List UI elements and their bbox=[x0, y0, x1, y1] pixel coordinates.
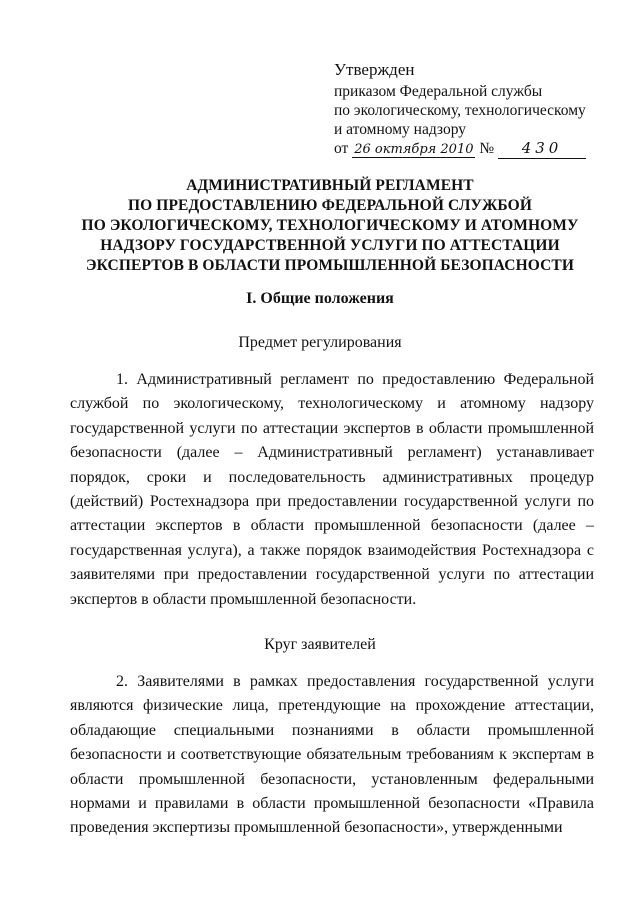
approval-line: по экологическому, технологическому bbox=[334, 102, 586, 119]
title-line: ПО ЭКОЛОГИЧЕСКОМУ, ТЕХНОЛОГИЧЕСКОМУ И АТОМНОМУ bbox=[81, 217, 579, 234]
subsection-heading: Предмет регулирования bbox=[238, 334, 402, 351]
date-prefix: от bbox=[334, 140, 349, 157]
section-heading: I. Общие положения bbox=[246, 290, 394, 307]
document-title bbox=[70, 176, 590, 276]
approval-date-line bbox=[334, 139, 586, 159]
title-line: ЭКСПЕРТОВ В ОБЛАСТИ ПРОМЫШЛЕННОЙ БЕЗОПАСНОСТИ bbox=[85, 257, 574, 274]
handwritten-date: 26 октября 2010 bbox=[354, 142, 474, 157]
approval-heading: Утвержден bbox=[334, 60, 415, 79]
title-line: АДМИНИСТРАТИВНЫЙ РЕГЛАМЕНТ bbox=[186, 177, 474, 194]
number-sign: № bbox=[479, 140, 495, 157]
paragraph-1: 1. Административный регламент по предоставлению Федеральной службой по экологическому, технологическому и атомному надзору государственной услуги по аттестации экспертов в области промышленной безопасности (далее – Административный регламент) устанавливает порядок, сроки и последовательность административных процедур (действий) Ростехнадзора при предоставлении государственной услуги по аттестации экспертов в области промышленной безопасности (далее – государственная услуга), а также порядок взаимодействия Ростехнадзора с заявителями при предоставлении государственной услуги по аттестации экспертов в области промышленной безопасности. bbox=[70, 371, 594, 608]
subsection-heading: Круг заявителей bbox=[264, 636, 376, 653]
approval-line: и атомному надзору bbox=[334, 121, 466, 138]
approval-stamp bbox=[334, 60, 586, 159]
title-line: НАДЗОРУ ГОСУДАРСТВЕННОЙ УСЛУГИ ПО АТТЕСТАЦИИ bbox=[100, 237, 560, 254]
title-line: ПО ПРЕДОСТАВЛЕНИЮ ФЕДЕРАЛЬНОЙ СЛУЖБОЙ bbox=[128, 197, 532, 214]
paragraph-2: 2. Заявителями в рамках предоставления государственной услуги являются физические лица, претендующие на прохождение аттестации, обладающие специальными познаниями в области промышленной безопасности и соответствующие обязательным требованиям к экспертам в области промышленной безопасности, установленным федеральными нормами и правилами в области промышленной безопасности «Правила проведения экспертизы промышленной безопасности», утвержденными bbox=[70, 673, 594, 837]
approval-line: приказом Федеральной службы bbox=[334, 83, 543, 100]
handwritten-number: 430 bbox=[498, 139, 586, 159]
